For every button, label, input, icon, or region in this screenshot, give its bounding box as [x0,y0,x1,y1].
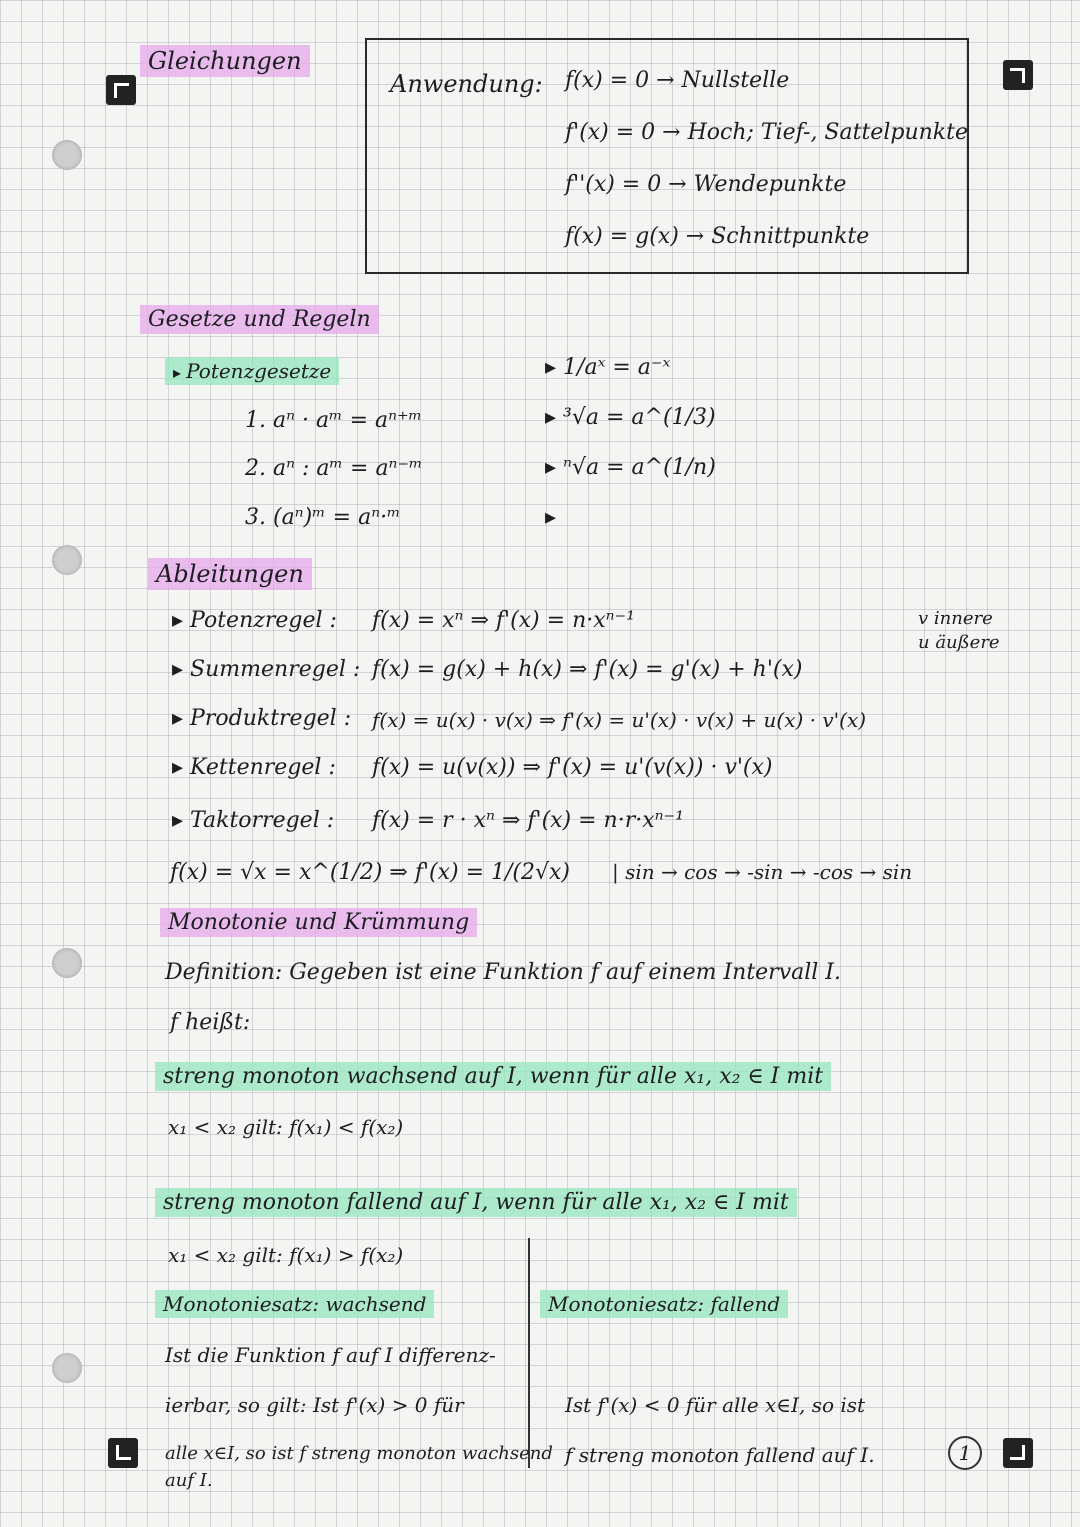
bullet-icon: ▸ [172,608,191,633]
potenz-rule: 3. (aⁿ)ᵐ = aⁿ·ᵐ [245,505,401,530]
rule-name: Kettenregel : [190,755,336,780]
ableitung-formula: f(x) = g(x) + h(x) ⇒ f'(x) = g'(x) + h'(x) [372,657,803,682]
punch-hole [52,545,82,575]
monotoniesatz-wachsend-text: ierbar, so gilt: Ist f'(x) > 0 für [165,1393,464,1417]
bullet-icon: ▸ [545,355,564,380]
ableitung-rule [172,706,351,731]
potenz-rule: 2. aⁿ : aᵐ = aⁿ⁻ᵐ [245,456,423,481]
potenz-right-rule [545,505,556,530]
definition-text: Definition: Gegeben ist eine Funktion f auf einem Intervall I. [165,960,841,985]
definition-text: f heißt: [170,1010,251,1035]
ableitung-rule [172,755,336,780]
punch-hole [52,948,82,978]
ableitung-rule [172,608,337,633]
corner-marker-top-left [106,75,136,105]
bullet-icon: ▸ [172,755,191,780]
monotoniesatz-wachsend-text: auf I. [165,1470,213,1491]
bullet-icon: ▸ [545,405,564,430]
note-aeussere: u äußere [918,632,1000,653]
page-number: 1 [948,1436,982,1470]
rule-name: Potenzregel : [190,608,337,633]
punch-hole [52,140,82,170]
rule-name: Taktorregel : [190,808,335,833]
monotoniesatz-wachsend-text: Ist die Funktion f auf I differenz- [165,1343,496,1367]
ableitung-formula: f(x) = u(x) · v(x) ⇒ f'(x) = u'(x) · v(x) + u(x) · v'(x) [372,708,867,732]
corner-marker-bottom-right [1003,1438,1033,1468]
ableitung-rule [172,808,334,833]
monotoniesatz-fallend-text: Ist f'(x) < 0 für alle x∈I, so ist [565,1393,866,1417]
ableitung-formula: f(x) = xⁿ ⇒ f'(x) = n·xⁿ⁻¹ [372,608,635,633]
section-title-gleichungen: Gleichungen [140,45,310,77]
monotoniesatz-wachsend-text: alle x∈I, so ist f streng monoton wachsend [165,1443,553,1464]
monotoniesatz-fallend-title: Monotoniesatz: fallend [540,1290,788,1318]
anwendung-row: f(x) = 0 → Nullstelle [565,68,790,93]
potenz-right-rule: ▸ 1/aˣ = a⁻ˣ [545,355,671,380]
rule-name: Produktregel : [190,706,352,731]
anwendung-row: f(x) = g(x) → Schnittpunkte [565,224,870,249]
potenzgesetze-label: Potenzgesetze [186,359,332,383]
ableitung-formula: f(x) = r · xⁿ ⇒ f'(x) = n·r·xⁿ⁻¹ [372,808,684,833]
bullet-icon: ▸ [172,657,191,682]
monotoniesatz-fallend-text: f streng monoton fallend auf I. [565,1443,875,1467]
subsection-title-potenzgesetze [165,357,339,385]
anwendung-row: f'(x) = 0 → Hoch; Tief-, Sattelpunkte [565,120,968,145]
fallend-condition: x₁ < x₂ gilt: f(x₁) > f(x₂) [168,1243,404,1267]
monotoniesatz-wachsend-title: Monotoniesatz: wachsend [155,1290,434,1318]
punch-hole [52,1353,82,1383]
bullet-icon: ▸ [545,505,557,530]
wachsend-condition: x₁ < x₂ gilt: f(x₁) < f(x₂) [168,1115,404,1139]
section-title-ableitungen: Ableitungen [148,558,312,590]
note-innere: v innere [918,608,993,629]
bullet-icon: ▸ [172,808,191,833]
section-title-monotonie: Monotonie und Krümmung [160,908,477,937]
potenz-right-rule: ▸ ⁿ√a = a^(1/n) [545,455,716,480]
column-divider [528,1238,530,1468]
anwendung-row: f''(x) = 0 → Wendepunkte [565,172,847,197]
sqrt-rule: f(x) = √x = x^(1/2) ⇒ f'(x) = 1/(2√x) [170,860,570,885]
bullet-icon: ▸ [545,455,564,480]
wachsend-definition: streng monoton wachsend auf I, wenn für alle x₁, x₂ ∈ I mit [155,1062,831,1091]
rule-name: Summenregel : [190,657,361,682]
trig-cycle: | sin → cos → -sin → -cos → sin [612,860,913,884]
bullet-icon: ▸ [172,706,191,731]
corner-marker-bottom-left [108,1438,138,1468]
ableitung-formula: f(x) = u(v(x)) ⇒ f'(x) = u'(v(x)) · v'(x) [372,755,773,780]
corner-marker-top-right [1003,60,1033,90]
fallend-definition: streng monoton fallend auf I, wenn für alle x₁, x₂ ∈ I mit [155,1188,797,1217]
potenz-rule: 1. aⁿ · aᵐ = aⁿ⁺ᵐ [245,408,423,433]
ableitung-rule [172,657,360,682]
section-title-gesetze: Gesetze und Regeln [140,305,379,334]
bullet-icon: ▸ [173,363,187,382]
potenz-right-rule: ▸ ³√a = a^(1/3) [545,405,716,430]
anwendung-label: Anwendung: [390,70,543,98]
